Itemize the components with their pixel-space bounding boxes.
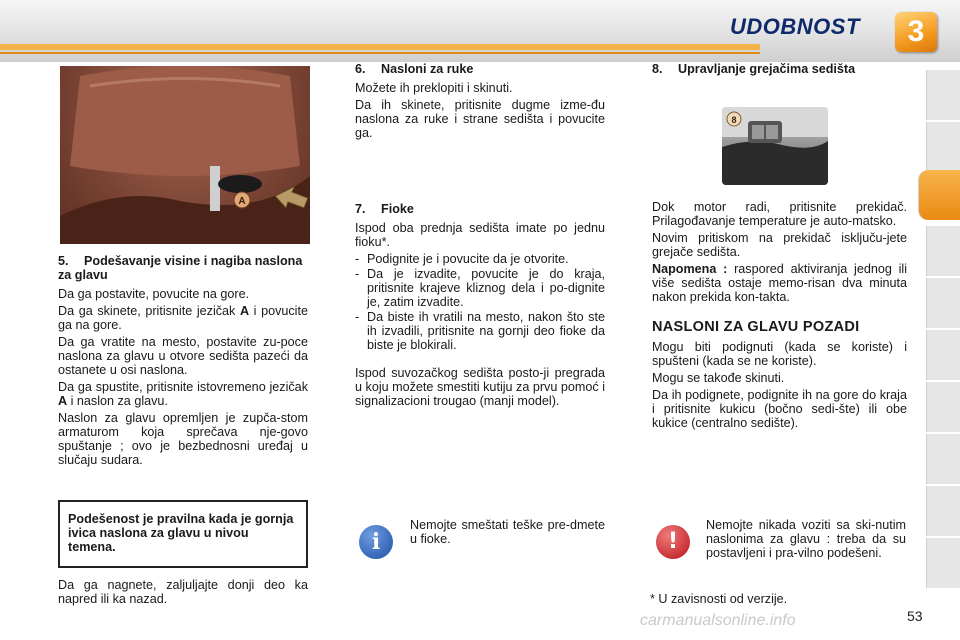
column-3-mid (652, 200, 907, 433)
text-p2: Da ga skinete, pritisnite jezičak A i povucite ga na gore. (58, 304, 308, 332)
side-tab-6[interactable] (926, 330, 960, 380)
text-7-2: Ispod suvozačkog sedišta posto-ji pregrada u koju možete smestiti kutiju za prvu pomoć i signalizacioni trougao (manji model). (355, 366, 605, 408)
footnote: * U zavisnosti od verzije. (650, 592, 788, 606)
side-tab-5[interactable] (926, 278, 960, 328)
warning-note: Nemojte nikada voziti sa ski-nutim naslonima za glavu : treba da su postavljeni i pra-vilno podešeni. (706, 518, 906, 560)
page-number: 53 (907, 608, 923, 624)
side-tab-2[interactable] (926, 122, 960, 172)
header-stripe (0, 44, 760, 50)
info-note: Nemojte smeštati teške pre-dmete u fioke. (410, 518, 605, 546)
heading-5: 5. Podešavanje visine i nagiba naslona za glavu (58, 254, 303, 282)
text-s3: Da ih podignete, podignite ih na gore do kraja i pritisnite kukicu (bočno sedi-šte) ili obe kukice (centralno sedište). (652, 388, 907, 430)
heading-8: 8. Upravljanje grejačima sedišta (652, 62, 856, 76)
side-tab-8[interactable] (926, 434, 960, 484)
text-p1: Da ga postavite, povucite na gore. (58, 287, 250, 301)
text-p4: Da ga spustite, pritisnite istovremeno jezičak A i naslon za glavu. (58, 380, 308, 408)
section-title-rear-headrests: NASLONI ZA GLAVU POZADI (652, 319, 860, 335)
side-tab-9[interactable] (926, 486, 960, 536)
column-1 (58, 254, 308, 470)
text-p6: Da ga nagnete, zaljuljajte donji deo ka napred ili ka nazad. (58, 578, 308, 606)
header-stripe-dark (0, 52, 760, 54)
warning-icon: ! (656, 525, 690, 559)
side-tab-3-active[interactable] (918, 170, 960, 220)
text-7-1: Ispod oba prednja sedišta imate po jednu fioku*. (355, 221, 605, 249)
text-s2: Mogu se takođe skinuti. (652, 371, 785, 385)
text-s1: Mogu biti podignuti (kada se koriste) i spušteni (kada se ne koriste). (652, 340, 907, 368)
headrest-photo (60, 66, 310, 244)
drawer-steps-list (355, 252, 605, 352)
seat-heater-switch-photo (722, 107, 828, 185)
watermark: carmanualsonline.info (640, 612, 796, 629)
list-item: - Da biste ih vratili na mesto, nakon što ste ih izvadili, pritisnite na gornji deo fioke da biste je blokirali. (355, 310, 605, 352)
text-8-note: Napomena : raspored aktiviranja jednog ili više sedišta ostaje memo-risan dva minuta nakon prekida kon-takta. (652, 262, 908, 304)
heading-8-wrap (652, 62, 907, 76)
text-8-1: Dok motor radi, pritisnite prekidač. Prilagođavanje temperature je auto-matsko. (652, 200, 907, 228)
chapter-title: UDOBNOST (730, 14, 860, 39)
headrest-illustration (60, 66, 310, 244)
photo-callout-8: 8 (731, 115, 737, 125)
list-item: - Podignite je i povucite da je otvorite. (355, 252, 605, 266)
switch-illustration (722, 107, 828, 185)
info-icon: i (359, 525, 393, 559)
column-2-top (355, 62, 605, 143)
list-item: - Da je izvadite, povucite je do kraja, pritisnite krajeve kliznog dela i po-dignite je, zatim izvadite. (355, 267, 605, 309)
side-tab-10[interactable] (926, 538, 960, 588)
side-tab-4[interactable] (926, 226, 960, 276)
side-tab-7[interactable] (926, 382, 960, 432)
text-p5: Naslon za glavu opremljen je zupča-stom armaturom koja sprečava nje-govo spuštanje ; ovo je bezbednosni uređaj u slučaju sudara. (58, 411, 308, 467)
heading-7: 7. Fioke (355, 202, 414, 216)
photo-callout-a: A (238, 196, 246, 207)
column-2-mid (355, 202, 605, 411)
text-p3: Da ga vratite na mesto, postavite zu-poce naslona za glavu u otvore sedišta pazeći da ostanete u osi naslona. (58, 335, 308, 377)
side-tab-1[interactable] (926, 70, 960, 120)
headrest-tip-box: Podešenost je pravilna kada je gornja ivica naslona za glavu u nivou temena. (58, 500, 308, 568)
text-8-2: Novim pritiskom na prekidač isključu-jete grejače sedišta. (652, 231, 907, 259)
heading-6: 6. Nasloni za ruke (355, 62, 474, 76)
chapter-number-badge: 3 (895, 12, 937, 52)
text-6-2: Da ih skinete, pritisnite dugme izme-đu naslona za ruke i strane sedišta i povucite ga. (355, 98, 605, 140)
text-6-1: Možete ih preklopiti i skinuti. (355, 81, 513, 95)
